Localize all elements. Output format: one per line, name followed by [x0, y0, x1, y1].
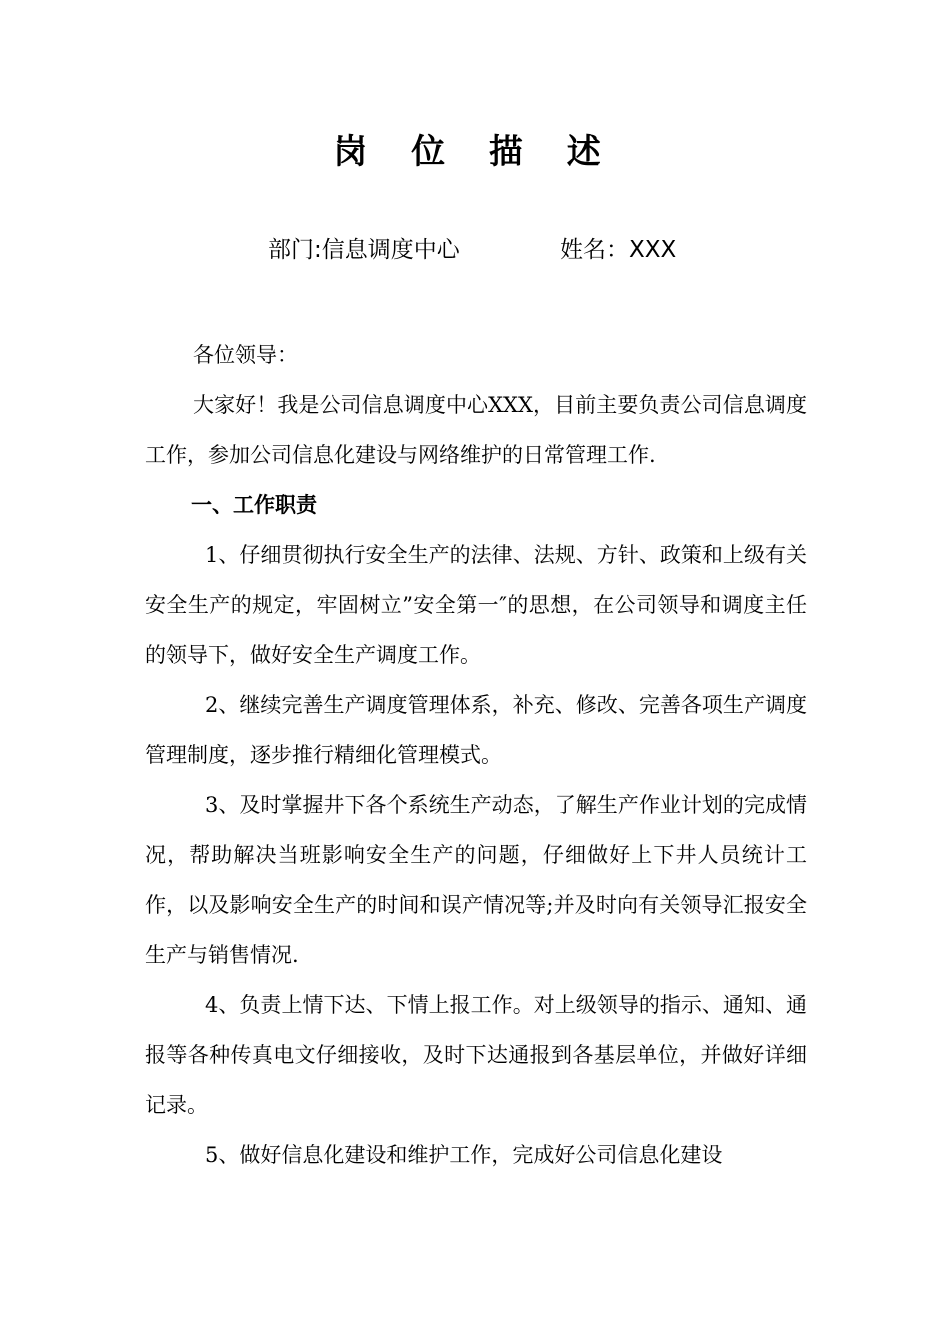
section-heading: 一、工作职责 — [191, 493, 317, 517]
salutation: 各位领导： — [193, 343, 298, 367]
document-title: 岗 位 描 述 — [333, 132, 617, 172]
duty-item-2: 2、继续完善生产调度管理体系，补充、修改、完善各项生产调度管理制度，逐步推行精细化管理模式。 — [145, 693, 807, 767]
intro-paragraph: 大家好！我是公司信息调度中心XXX，目前主要负责公司信息调度工作，参加公司信息化建设与网络维护的日常管理工作. — [145, 393, 807, 467]
duty-item-1: 1、仔细贯彻执行安全生产的法律、法规、方针、政策和上级有关安全生产的规定，牢固树立”安全第一″的思想，在公司领导和调度主任的领导下，做好安全生产调度工作。 — [145, 543, 807, 667]
duty-item-4: 4、负责上情下达、下情上报工作。对上级领导的指示、通知、通报等各种传真电文仔细接收，及时下达通报到各基层单位，并做好详细记录。 — [145, 993, 807, 1117]
duty-item-5: 5、做好信息化建设和维护工作，完成好公司信息化建设 — [205, 1143, 723, 1167]
duty-item-3: 3、及时掌握井下各个系统生产动态，了解生产作业计划的完成情况，帮助解决当班影响安全生产的问题，仔细做好上下井人员统计工作，以及影响安全生产的时间和误产情况等;并及时向有关领导汇报安全生产与销售情况. — [145, 793, 807, 967]
department-label: 部门:信息调度中心 — [268, 237, 460, 263]
name-label: 姓名：XXX — [560, 237, 677, 263]
document-body — [145, 330, 807, 1180]
